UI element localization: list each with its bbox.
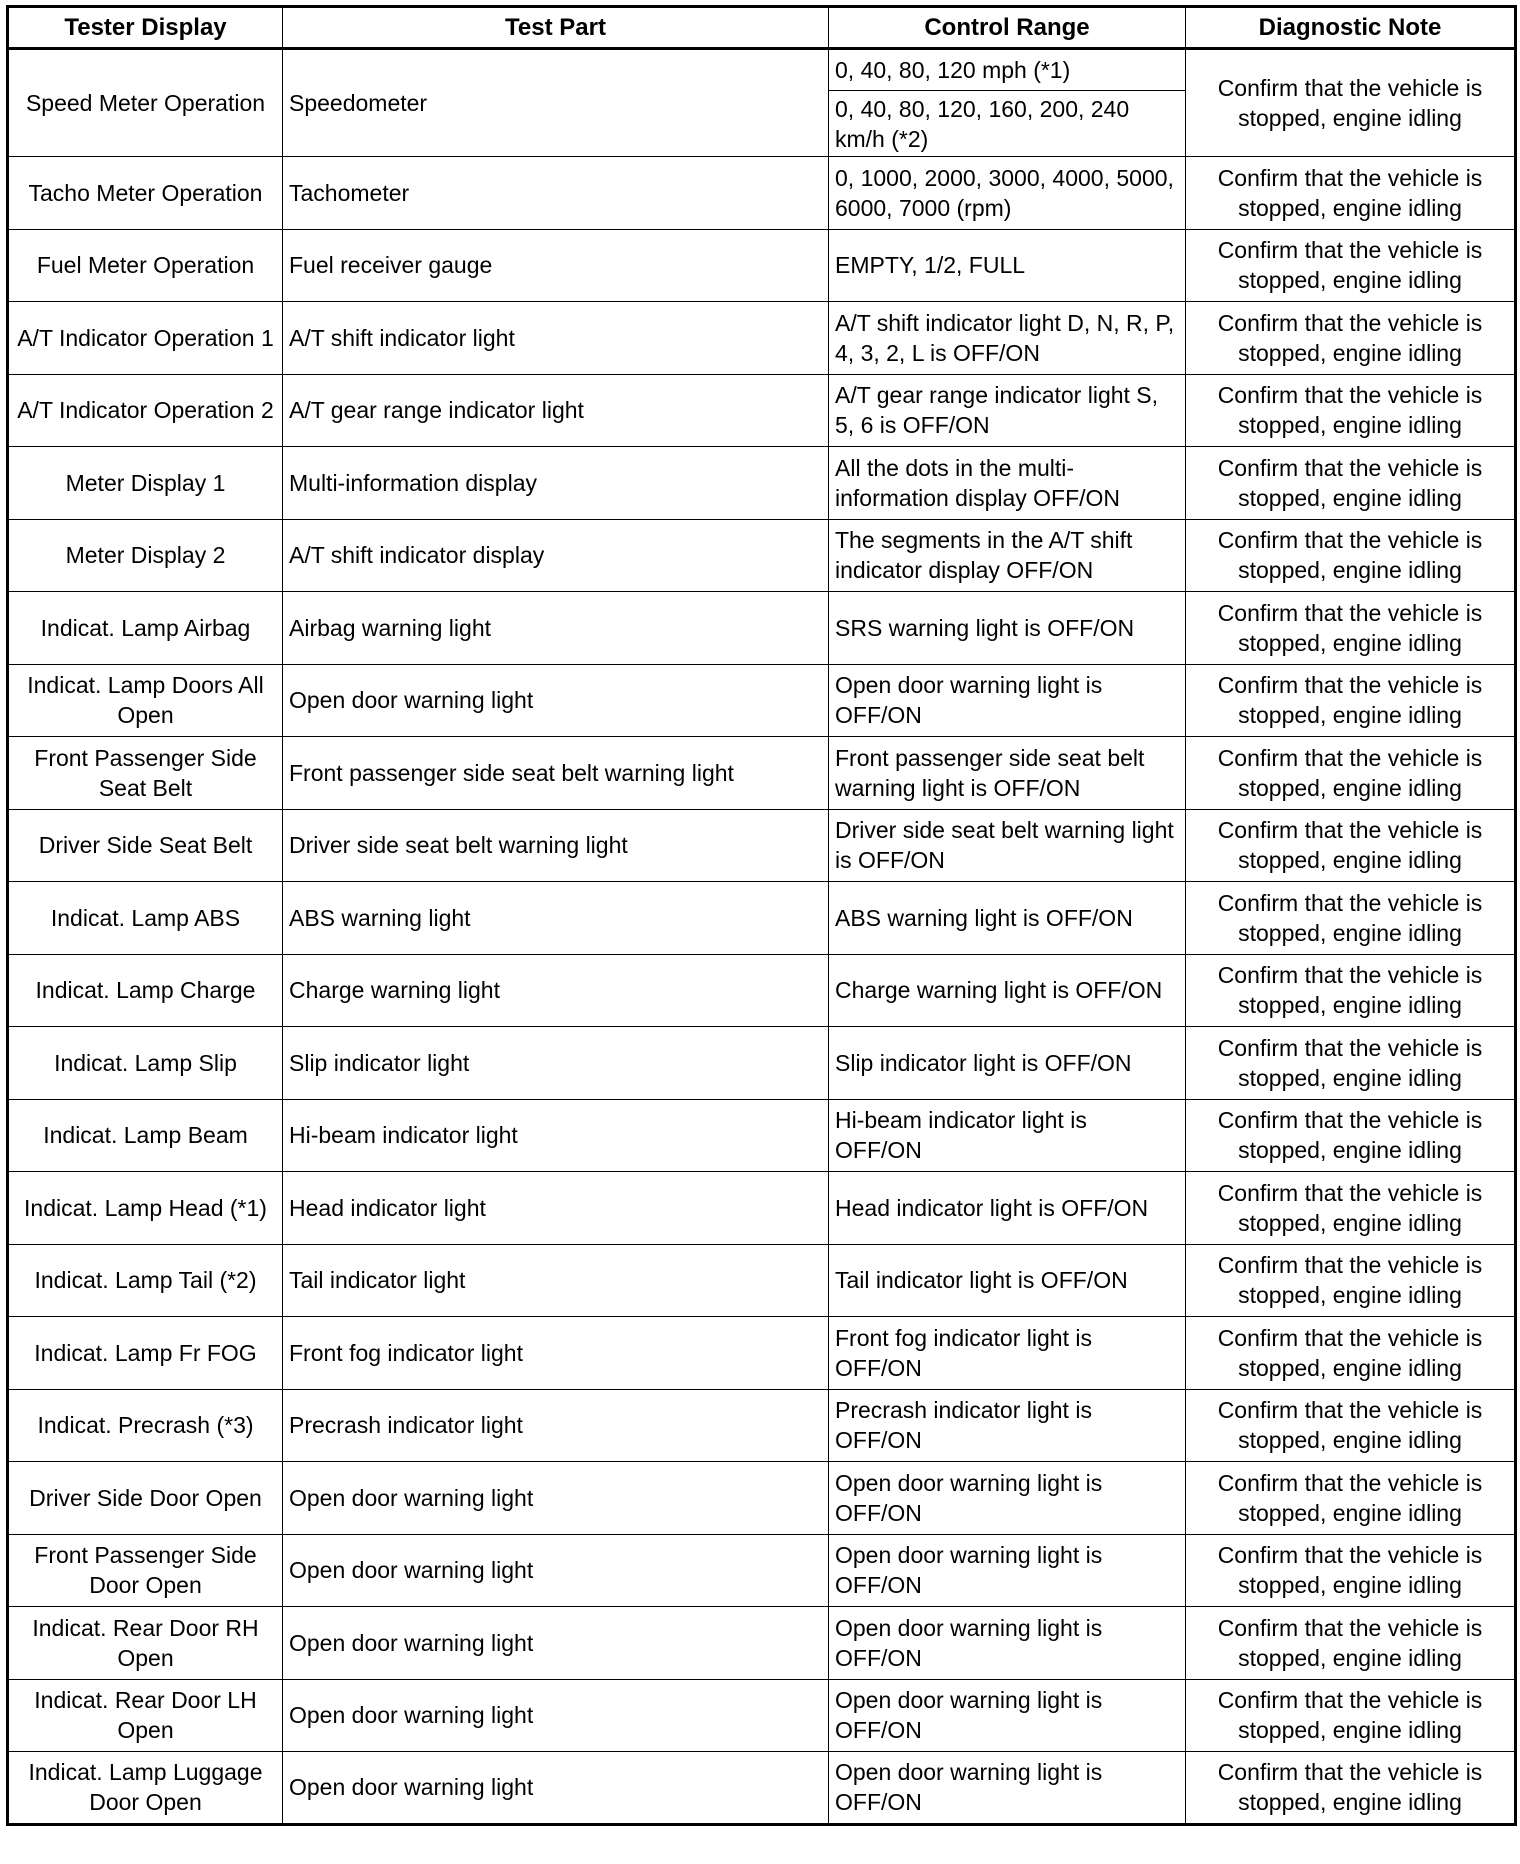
- test-part-cell: Open door warning light: [283, 1534, 829, 1607]
- diagnostic-note-cell: Confirm that the vehicle is stopped, engine idling: [1186, 882, 1516, 955]
- test-part-cell: Speedometer: [283, 49, 829, 157]
- control-range-cell: The segments in the A/T shift indicator display OFF/ON: [829, 519, 1186, 592]
- diagnostic-note-cell: Confirm that the vehicle is stopped, engine idling: [1186, 1389, 1516, 1462]
- table-row: [8, 49, 1516, 91]
- table-row: [8, 737, 1516, 810]
- diagnostic-note-cell: Confirm that the vehicle is stopped, engine idling: [1186, 157, 1516, 230]
- table-row: [8, 1462, 1516, 1535]
- test-part-cell: Tachometer: [283, 157, 829, 230]
- tester-display-cell: Indicat. Rear Door LH Open: [8, 1679, 283, 1752]
- diagnostic-note-cell: Confirm that the vehicle is stopped, engine idling: [1186, 302, 1516, 375]
- tester-display-cell: Indicat. Precrash (*3): [8, 1389, 283, 1462]
- control-range-cell: Slip indicator light is OFF/ON: [829, 1027, 1186, 1100]
- test-part-cell: Multi-information display: [283, 447, 829, 520]
- diagnostic-note-cell: Confirm that the vehicle is stopped, engine idling: [1186, 809, 1516, 882]
- control-range-cell: Precrash indicator light is OFF/ON: [829, 1389, 1186, 1462]
- test-part-cell: Head indicator light: [283, 1172, 829, 1245]
- control-range-cell: Hi-beam indicator light is OFF/ON: [829, 1099, 1186, 1172]
- control-range-cell: EMPTY, 1/2, FULL: [829, 229, 1186, 302]
- control-range-cell: Open door warning light is OFF/ON: [829, 1462, 1186, 1535]
- table-row: [8, 809, 1516, 882]
- control-range-cell: ABS warning light is OFF/ON: [829, 882, 1186, 955]
- test-part-cell: Slip indicator light: [283, 1027, 829, 1100]
- table-row: [8, 1389, 1516, 1462]
- diagnostic-note-cell: Confirm that the vehicle is stopped, engine idling: [1186, 954, 1516, 1027]
- tester-display-cell: Speed Meter Operation: [8, 49, 283, 157]
- table-row: [8, 1534, 1516, 1607]
- test-part-cell: Fuel receiver gauge: [283, 229, 829, 302]
- test-part-cell: Front passenger side seat belt warning light: [283, 737, 829, 810]
- diagnostic-note-cell: Confirm that the vehicle is stopped, engine idling: [1186, 1244, 1516, 1317]
- diagnostic-note-cell: Confirm that the vehicle is stopped, engine idling: [1186, 1679, 1516, 1752]
- test-part-cell: Hi-beam indicator light: [283, 1099, 829, 1172]
- tester-display-cell: Indicat. Lamp Fr FOG: [8, 1317, 283, 1390]
- tester-display-cell: Indicat. Lamp Head (*1): [8, 1172, 283, 1245]
- tester-display-cell: Indicat. Lamp Slip: [8, 1027, 283, 1100]
- table-row: [8, 1317, 1516, 1390]
- diagnostic-note-cell: Confirm that the vehicle is stopped, engine idling: [1186, 1099, 1516, 1172]
- control-range-cell: All the dots in the multi-information display OFF/ON: [829, 447, 1186, 520]
- diagnostic-note-cell: Confirm that the vehicle is stopped, engine idling: [1186, 737, 1516, 810]
- control-range-cell: Tail indicator light is OFF/ON: [829, 1244, 1186, 1317]
- tester-display-cell: Indicat. Lamp Doors All Open: [8, 664, 283, 737]
- diagnostic-note-cell: Confirm that the vehicle is stopped, engine idling: [1186, 1172, 1516, 1245]
- test-part-cell: Tail indicator light: [283, 1244, 829, 1317]
- control-range-cell: 0, 40, 80, 120, 160, 200, 240 km/h (*2): [829, 91, 1186, 157]
- diagnostic-note-cell: Confirm that the vehicle is stopped, engine idling: [1186, 374, 1516, 447]
- table-row: [8, 882, 1516, 955]
- control-range-cell: 0, 1000, 2000, 3000, 4000, 5000, 6000, 7000 (rpm): [829, 157, 1186, 230]
- test-part-cell: Open door warning light: [283, 664, 829, 737]
- table-row: [8, 157, 1516, 230]
- diagnostic-note-cell: Confirm that the vehicle is stopped, engine idling: [1186, 1607, 1516, 1680]
- table-row: [8, 374, 1516, 447]
- table-row: [8, 592, 1516, 665]
- control-range-cell: Driver side seat belt warning light is OFF/ON: [829, 809, 1186, 882]
- control-range-cell: SRS warning light is OFF/ON: [829, 592, 1186, 665]
- tester-display-cell: Meter Display 2: [8, 519, 283, 592]
- table-body: [8, 49, 1516, 1825]
- test-part-cell: Precrash indicator light: [283, 1389, 829, 1462]
- test-part-cell: A/T shift indicator display: [283, 519, 829, 592]
- table-row: [8, 229, 1516, 302]
- test-part-cell: Charge warning light: [283, 954, 829, 1027]
- control-range-cell: Open door warning light is OFF/ON: [829, 664, 1186, 737]
- diagnostic-note-cell: Confirm that the vehicle is stopped, engine idling: [1186, 1462, 1516, 1535]
- control-range-cell: Front fog indicator light is OFF/ON: [829, 1317, 1186, 1390]
- header-diagnostic-note: Diagnostic Note: [1186, 7, 1516, 49]
- diagnostic-note-cell: Confirm that the vehicle is stopped, engine idling: [1186, 664, 1516, 737]
- tester-display-cell: Tacho Meter Operation: [8, 157, 283, 230]
- test-part-cell: Front fog indicator light: [283, 1317, 829, 1390]
- tester-display-cell: Front Passenger Side Door Open: [8, 1534, 283, 1607]
- tester-display-cell: Fuel Meter Operation: [8, 229, 283, 302]
- header-tester-display: Tester Display: [8, 7, 283, 49]
- tester-display-cell: Front Passenger Side Seat Belt: [8, 737, 283, 810]
- diagnostic-note-cell: Confirm that the vehicle is stopped, engine idling: [1186, 592, 1516, 665]
- control-range-cell: Open door warning light is OFF/ON: [829, 1752, 1186, 1825]
- control-range-cell: A/T gear range indicator light S, 5, 6 is OFF/ON: [829, 374, 1186, 447]
- test-part-cell: A/T shift indicator light: [283, 302, 829, 375]
- diagnostic-note-cell: Confirm that the vehicle is stopped, engine idling: [1186, 1027, 1516, 1100]
- control-range-cell: Open door warning light is OFF/ON: [829, 1607, 1186, 1680]
- tester-display-cell: Indicat. Lamp Charge: [8, 954, 283, 1027]
- control-range-cell: 0, 40, 80, 120 mph (*1): [829, 49, 1186, 91]
- test-part-cell: A/T gear range indicator light: [283, 374, 829, 447]
- control-range-cell: Open door warning light is OFF/ON: [829, 1679, 1186, 1752]
- header-row: [8, 7, 1516, 49]
- diagnostic-note-cell: Confirm that the vehicle is stopped, engine idling: [1186, 447, 1516, 520]
- active-test-table: [6, 5, 1517, 1826]
- test-part-cell: Open door warning light: [283, 1607, 829, 1680]
- control-range-cell: Front passenger side seat belt warning light is OFF/ON: [829, 737, 1186, 810]
- tester-display-cell: Indicat. Lamp Luggage Door Open: [8, 1752, 283, 1825]
- table-row: [8, 1099, 1516, 1172]
- test-part-cell: Open door warning light: [283, 1679, 829, 1752]
- table-row: [8, 664, 1516, 737]
- tester-display-cell: Indicat. Lamp Airbag: [8, 592, 283, 665]
- table-row: [8, 519, 1516, 592]
- table-row: [8, 1679, 1516, 1752]
- tester-display-cell: Meter Display 1: [8, 447, 283, 520]
- diagnostic-note-cell: Confirm that the vehicle is stopped, engine idling: [1186, 1317, 1516, 1390]
- test-part-cell: Open door warning light: [283, 1752, 829, 1825]
- tester-display-cell: Driver Side Seat Belt: [8, 809, 283, 882]
- table-row: [8, 1172, 1516, 1245]
- test-part-cell: ABS warning light: [283, 882, 829, 955]
- table-row: [8, 1752, 1516, 1825]
- diagnostic-note-cell: Confirm that the vehicle is stopped, engine idling: [1186, 519, 1516, 592]
- tester-display-cell: A/T Indicator Operation 2: [8, 374, 283, 447]
- diagnostic-note-cell: Confirm that the vehicle is stopped, engine idling: [1186, 229, 1516, 302]
- tester-display-cell: Indicat. Rear Door RH Open: [8, 1607, 283, 1680]
- tester-display-cell: A/T Indicator Operation 1: [8, 302, 283, 375]
- test-part-cell: Airbag warning light: [283, 592, 829, 665]
- test-part-cell: Driver side seat belt warning light: [283, 809, 829, 882]
- control-range-cell: Charge warning light is OFF/ON: [829, 954, 1186, 1027]
- table-row: [8, 954, 1516, 1027]
- tester-display-cell: Driver Side Door Open: [8, 1462, 283, 1535]
- control-range-cell: A/T shift indicator light D, N, R, P, 4, 3, 2, L is OFF/ON: [829, 302, 1186, 375]
- tester-display-cell: Indicat. Lamp ABS: [8, 882, 283, 955]
- header-control-range: Control Range: [829, 7, 1186, 49]
- table-header: [8, 7, 1516, 49]
- diagnostic-note-cell: Confirm that the vehicle is stopped, engine idling: [1186, 49, 1516, 157]
- control-range-cell: Head indicator light is OFF/ON: [829, 1172, 1186, 1245]
- table-row: [8, 447, 1516, 520]
- tester-display-cell: Indicat. Lamp Tail (*2): [8, 1244, 283, 1317]
- table-row: [8, 1244, 1516, 1317]
- header-test-part: Test Part: [283, 7, 829, 49]
- diagnostic-note-cell: Confirm that the vehicle is stopped, engine idling: [1186, 1752, 1516, 1825]
- table-row: [8, 1607, 1516, 1680]
- diagnostic-note-cell: Confirm that the vehicle is stopped, engine idling: [1186, 1534, 1516, 1607]
- table-row: [8, 1027, 1516, 1100]
- test-part-cell: Open door warning light: [283, 1462, 829, 1535]
- control-range-cell: Open door warning light is OFF/ON: [829, 1534, 1186, 1607]
- table-row: [8, 302, 1516, 375]
- tester-display-cell: Indicat. Lamp Beam: [8, 1099, 283, 1172]
